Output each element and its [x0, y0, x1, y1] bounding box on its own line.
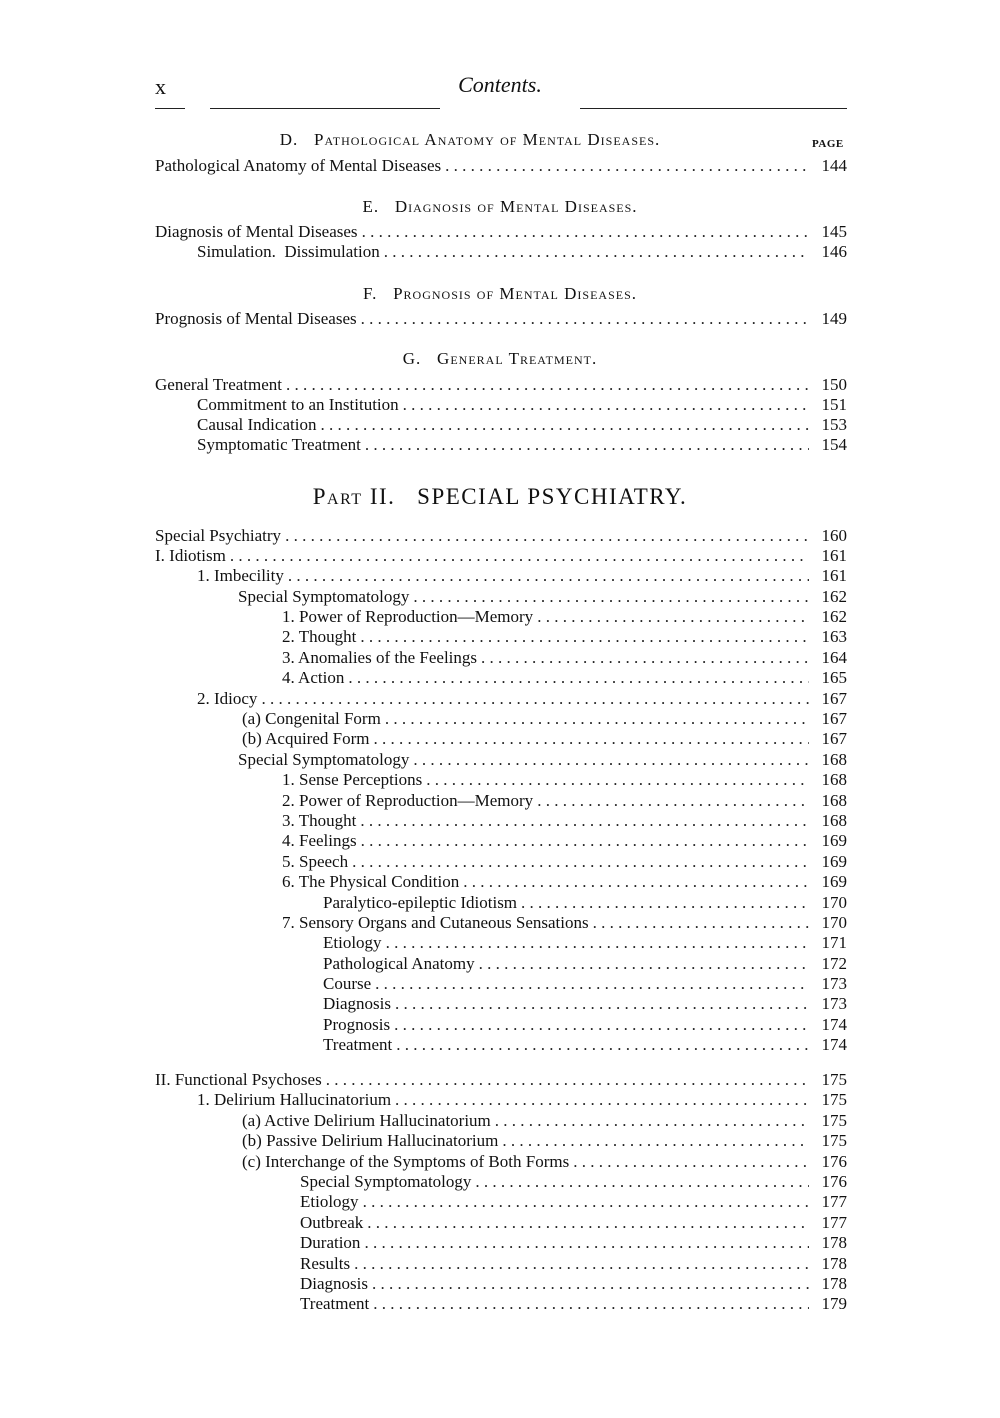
entry-page: 154 [821, 435, 847, 454]
entry-label: 4. Action [282, 668, 345, 687]
entry-label: Pathological Anatomy [323, 954, 475, 973]
toc-entry[interactable] [242, 729, 847, 750]
leader-dots [360, 627, 809, 648]
entry-label: Diagnosis of Mental Diseases [155, 222, 358, 241]
leader-dots [426, 770, 809, 791]
leader-dots [463, 872, 809, 893]
entry-page: 168 [821, 811, 847, 830]
entry-page: 175 [821, 1070, 847, 1089]
leader-dots [394, 1015, 809, 1036]
leader-dots [537, 607, 809, 628]
entry-label: Causal Indication [197, 415, 317, 434]
entry-page: 162 [821, 587, 847, 606]
toc-entry[interactable] [155, 156, 847, 177]
toc-entry[interactable] [300, 1274, 847, 1295]
leader-dots [537, 791, 809, 812]
entry-label: General Treatment [155, 375, 282, 394]
entry-page: 168 [821, 791, 847, 810]
leader-dots [495, 1111, 809, 1132]
leader-dots [286, 375, 809, 396]
entry-page: 171 [821, 933, 847, 952]
entry-page: 161 [821, 566, 847, 585]
entry-label: 4. Feelings [282, 831, 357, 850]
toc-entry[interactable] [242, 1152, 847, 1173]
leader-dots [372, 1274, 809, 1295]
leader-dots [521, 893, 809, 914]
entry-page: 177 [821, 1192, 847, 1211]
entry-label: Treatment [323, 1035, 393, 1054]
toc-entry[interactable] [323, 1035, 847, 1056]
toc-entry[interactable] [300, 1172, 847, 1193]
toc-entry[interactable] [282, 770, 847, 791]
entry-page: 150 [821, 375, 847, 394]
entry-label: 3. Thought [282, 811, 357, 830]
toc-entry[interactable] [155, 1070, 847, 1091]
entry-page: 175 [821, 1090, 847, 1109]
leader-dots [288, 566, 809, 587]
toc-entry[interactable] [238, 750, 847, 771]
entry-label: 5. Speech [282, 852, 349, 871]
entry-page: 163 [821, 627, 847, 646]
toc-entry[interactable] [300, 1254, 847, 1275]
leader-dots [375, 974, 809, 995]
leader-dots [502, 1131, 809, 1152]
toc-entry[interactable] [323, 1015, 847, 1036]
part-title: SPECIAL PSYCHIATRY. [417, 484, 688, 509]
header-rule-mid [210, 108, 440, 109]
toc-entry[interactable] [323, 954, 847, 975]
leader-dots [395, 1090, 809, 1111]
toc-entry[interactable] [242, 709, 847, 730]
entry-page: 177 [821, 1213, 847, 1232]
leader-dots [396, 1035, 809, 1056]
leader-dots [360, 811, 809, 832]
entry-label: (b) Acquired Form [242, 729, 370, 748]
leader-dots [362, 222, 809, 243]
entry-page: 169 [821, 852, 847, 871]
toc-entry[interactable] [242, 1111, 847, 1132]
entry-page: 146 [821, 242, 847, 261]
entry-page: 164 [821, 648, 847, 667]
entry-page: 145 [821, 222, 847, 241]
leader-dots [363, 1192, 809, 1213]
toc-entry[interactable] [300, 1233, 847, 1254]
leader-dots [385, 709, 809, 730]
toc-entry[interactable] [197, 415, 847, 436]
entry-label: 1. Delirium Hallucinatorium [197, 1090, 392, 1109]
toc-entry[interactable] [282, 831, 847, 852]
entry-label: 2. Idiocy [197, 689, 258, 708]
entry-label: Simulation. Dissimulation [197, 242, 380, 261]
entry-page: 178 [821, 1233, 847, 1252]
page-column-label: PAGE [812, 138, 844, 150]
entry-page: 161 [821, 546, 847, 565]
toc-entry[interactable] [300, 1213, 847, 1234]
section-title: Pathological Anatomy of Mental Diseases. [314, 130, 661, 149]
entry-label: Course [323, 974, 372, 993]
entry-label: Symptomatic Treatment [197, 435, 361, 454]
toc-entry[interactable] [282, 627, 847, 648]
leader-dots [445, 156, 809, 177]
section-letter: F. [363, 284, 378, 303]
entry-label: Results [300, 1254, 351, 1273]
toc-entry[interactable] [282, 607, 847, 628]
entry-label: Etiology [323, 933, 382, 952]
entry-label: Diagnosis [323, 994, 391, 1013]
toc-entry[interactable] [300, 1294, 847, 1315]
running-header [0, 72, 1000, 112]
toc-entry[interactable] [155, 222, 847, 243]
entry-label: Special Psychiatry [155, 526, 282, 545]
leader-dots [361, 309, 809, 330]
toc-entry[interactable] [282, 648, 847, 669]
entry-page: 179 [821, 1294, 847, 1313]
toc-entry[interactable] [197, 566, 847, 587]
entry-label: 1. Imbecility [197, 566, 284, 585]
header-rule-right [580, 108, 847, 109]
entry-label: Diagnosis [300, 1274, 368, 1293]
toc-entry[interactable] [282, 872, 847, 893]
entry-label: (a) Active Delirium Hallucinatorium [242, 1111, 491, 1130]
entry-page: 172 [821, 954, 847, 973]
leader-dots [364, 1233, 809, 1254]
section-heading-f [0, 284, 1000, 304]
entry-label: 1. Sense Perceptions [282, 770, 423, 789]
entry-label: Treatment [300, 1294, 370, 1313]
toc-entry[interactable] [323, 974, 847, 995]
entry-label: Pathological Anatomy of Mental Diseases [155, 156, 442, 175]
entry-label: 2. Power of Reproduction—Memory [282, 791, 534, 810]
toc-entry[interactable] [282, 913, 847, 934]
entry-label: Outbreak [300, 1213, 364, 1232]
entry-page: 167 [821, 729, 847, 748]
entry-label: 6. The Physical Condition [282, 872, 460, 891]
entry-page: 153 [821, 415, 847, 434]
leader-dots [384, 242, 809, 263]
entry-page: 174 [821, 1015, 847, 1034]
leader-dots [352, 852, 809, 873]
entry-label: II. Functional Psychoses [155, 1070, 322, 1089]
leader-dots [479, 954, 809, 975]
entry-page: 174 [821, 1035, 847, 1054]
entry-page: 173 [821, 994, 847, 1013]
toc-entry[interactable] [197, 242, 847, 263]
leader-dots [373, 729, 809, 750]
entry-page: 165 [821, 668, 847, 687]
entry-page: 176 [821, 1172, 847, 1191]
toc-entry[interactable] [155, 546, 847, 567]
leader-dots [367, 1213, 809, 1234]
entry-page: 167 [821, 709, 847, 728]
header-rule-left [155, 108, 185, 109]
toc-entry[interactable] [197, 435, 847, 456]
toc-entry[interactable] [323, 893, 847, 914]
toc-entry[interactable] [155, 526, 847, 547]
leader-dots [326, 1070, 809, 1091]
entry-label: Special Symptomatology [238, 750, 410, 769]
section-heading-g [0, 349, 1000, 369]
section-letter: G. [402, 349, 422, 368]
entry-page: 167 [821, 689, 847, 708]
leader-dots [386, 933, 809, 954]
page-numeral: x [155, 74, 166, 99]
entry-page: 168 [821, 770, 847, 789]
entry-label: (c) Interchange of the Symptoms of Both Forms [242, 1152, 570, 1171]
leader-dots [230, 546, 809, 567]
section-heading-e [0, 197, 1000, 217]
leader-dots [373, 1294, 809, 1315]
leader-dots [593, 913, 809, 934]
leader-dots [320, 415, 809, 436]
section-title: General Treatment. [437, 349, 598, 368]
toc-entry[interactable] [282, 811, 847, 832]
toc-entry[interactable] [282, 668, 847, 689]
part-heading [0, 484, 1000, 510]
toc-entry[interactable] [197, 395, 847, 416]
leader-dots [475, 1172, 809, 1193]
entry-page: 151 [821, 395, 847, 414]
toc-entry[interactable] [242, 1131, 847, 1152]
entry-page: 144 [821, 156, 847, 175]
section-title: Diagnosis of Mental Diseases. [394, 197, 638, 216]
entry-label: (b) Passive Delirium Hallucinatorium [242, 1131, 499, 1150]
leader-dots [261, 689, 809, 710]
entry-label: Prognosis [323, 1015, 391, 1034]
entry-page: 170 [821, 913, 847, 932]
entry-page: 170 [821, 893, 847, 912]
entry-page: 162 [821, 607, 847, 626]
entry-page: 160 [821, 526, 847, 545]
toc-entry[interactable] [197, 1090, 847, 1111]
entry-page: 178 [821, 1274, 847, 1293]
entry-label: Prognosis of Mental Diseases [155, 309, 357, 328]
toc-entry[interactable] [300, 1192, 847, 1213]
leader-dots [354, 1254, 809, 1275]
leader-dots [348, 668, 809, 689]
section-heading-d [0, 130, 1000, 150]
part-prefix: Part II. [312, 484, 396, 509]
leader-dots [285, 526, 809, 547]
toc-entry[interactable] [197, 689, 847, 710]
running-title: Contents. [458, 72, 542, 97]
leader-dots [403, 395, 809, 416]
entry-label: 2. Thought [282, 627, 357, 646]
section-letter: D. [279, 130, 299, 149]
entry-label: Duration [300, 1233, 361, 1252]
entry-label: Commitment to an Institution [197, 395, 399, 414]
entry-page: 175 [821, 1131, 847, 1150]
entry-label: Special Symptomatology [300, 1172, 472, 1191]
toc-entry[interactable] [238, 587, 847, 608]
toc-entry[interactable] [155, 375, 847, 396]
leader-dots [573, 1152, 809, 1173]
leader-dots [361, 831, 809, 852]
toc-entry[interactable] [282, 791, 847, 812]
entry-label: 1. Power of Reproduction—Memory [282, 607, 534, 626]
toc-entry[interactable] [155, 309, 847, 330]
toc-entry[interactable] [323, 994, 847, 1015]
entry-label: Paralytico-epileptic Idiotism [323, 893, 518, 912]
entry-page: 176 [821, 1152, 847, 1171]
entry-page: 175 [821, 1111, 847, 1130]
entry-label: (a) Congenital Form [242, 709, 381, 728]
entry-page: 169 [821, 872, 847, 891]
entry-label: Etiology [300, 1192, 359, 1211]
section-title: Prognosis of Mental Diseases. [393, 284, 637, 303]
entry-label: 3. Anomalies of the Feelings [282, 648, 478, 667]
toc-entry[interactable] [323, 933, 847, 954]
entry-label: I. Idiotism [155, 546, 226, 565]
leader-dots [395, 994, 809, 1015]
leader-dots [413, 750, 809, 771]
leader-dots [365, 435, 809, 456]
section-letter: E. [362, 197, 380, 216]
entry-page: 169 [821, 831, 847, 850]
entry-page: 178 [821, 1254, 847, 1273]
leader-dots [481, 648, 809, 669]
entry-page: 173 [821, 974, 847, 993]
entry-page: 168 [821, 750, 847, 769]
leader-dots [413, 587, 809, 608]
entry-page: 149 [821, 309, 847, 328]
toc-entry[interactable] [282, 852, 847, 873]
entry-label: 7. Sensory Organs and Cutaneous Sensations [282, 913, 589, 932]
entry-label: Special Symptomatology [238, 587, 410, 606]
